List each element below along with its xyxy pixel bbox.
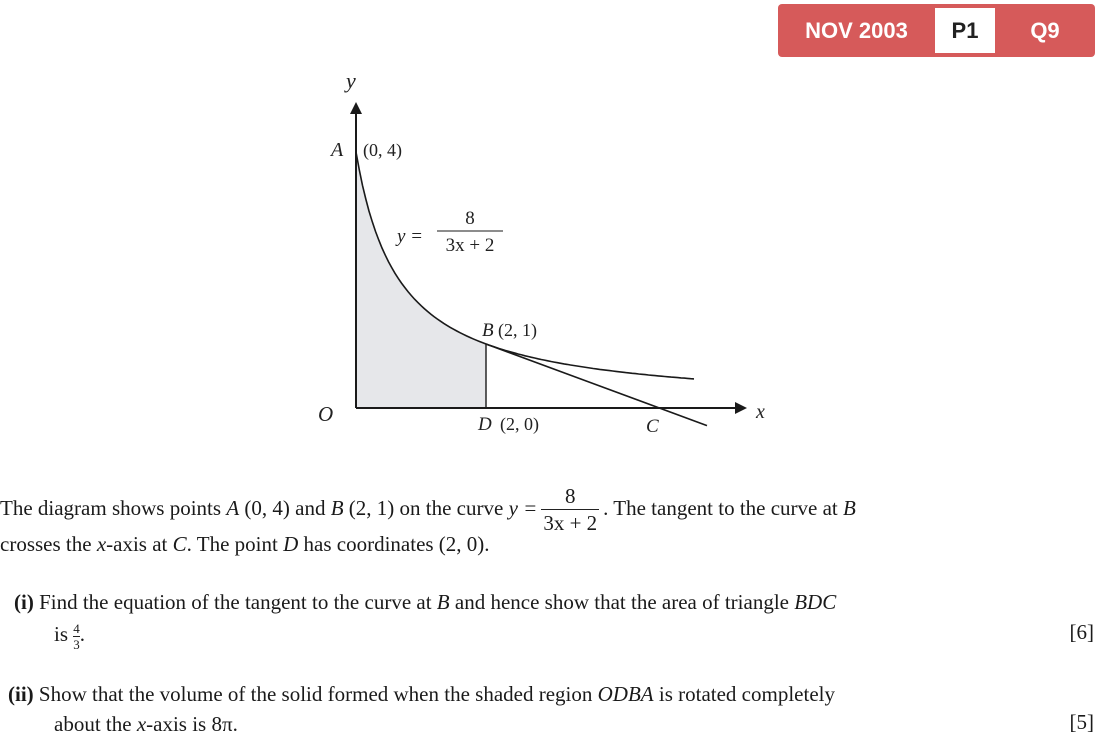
fraction-four-thirds: $\frac{4}{3}$ bbox=[73, 620, 80, 652]
point-d-letter: D bbox=[478, 414, 492, 435]
y-axis-label: y bbox=[346, 68, 356, 93]
point-a-ref: A bbox=[226, 495, 240, 520]
part-ii-label: (ii) bbox=[8, 682, 34, 706]
curve-equation-fraction: $\frac{8}{3x + 2}$ bbox=[543, 484, 598, 535]
point-a-letter: A bbox=[331, 139, 344, 161]
part-i-label: (i) bbox=[14, 590, 34, 614]
curve-equation-denominator: 3x + 2 bbox=[445, 235, 495, 256]
x-axis-label: x bbox=[756, 401, 765, 423]
point-c-letter: C bbox=[646, 416, 659, 437]
question-number: Q9 bbox=[1030, 17, 1060, 43]
exam-date: NOV 2003 bbox=[805, 17, 908, 43]
part-ii-line-2: about the x-axis is 8π. bbox=[54, 712, 238, 736]
curve-equation-lhs: y = bbox=[397, 226, 424, 247]
part-i-line-1: (i) Find the equation of the tangent to the curve at B and hence show that the area of triangle BDC bbox=[14, 590, 837, 614]
curve-equation-numerator: 8 bbox=[465, 208, 475, 229]
point-a-coords: (0, 4) bbox=[363, 140, 402, 160]
shaded-region-odba bbox=[356, 152, 486, 408]
part-i-marks: [6] bbox=[1069, 620, 1094, 644]
part-ii-line-1: (ii) Show that the volume of the solid formed when the shaded region ODBA is rotated completely bbox=[8, 682, 835, 706]
point-d-coords: (2, 0) bbox=[500, 414, 539, 434]
part-ii-marks: [5] bbox=[1069, 710, 1094, 734]
part-i-line-2: is $\frac{4}{3}$ . bbox=[54, 620, 86, 652]
intro-line-2: crosses the x-axis at C. The point D has coordinates (2, 0). bbox=[0, 532, 490, 556]
point-b-ref: B bbox=[330, 495, 344, 520]
point-b-coords: (2, 1) bbox=[498, 320, 537, 340]
intro-line-1: The diagram shows points A (0, 4) and B (2, 1) on the curve y = $\frac{8}{3x + 2}$ . The tangent to the curve at B bbox=[0, 484, 856, 535]
paper-number: P1 bbox=[935, 8, 995, 53]
point-b-letter: B bbox=[482, 320, 494, 341]
origin-label: O bbox=[318, 402, 334, 426]
